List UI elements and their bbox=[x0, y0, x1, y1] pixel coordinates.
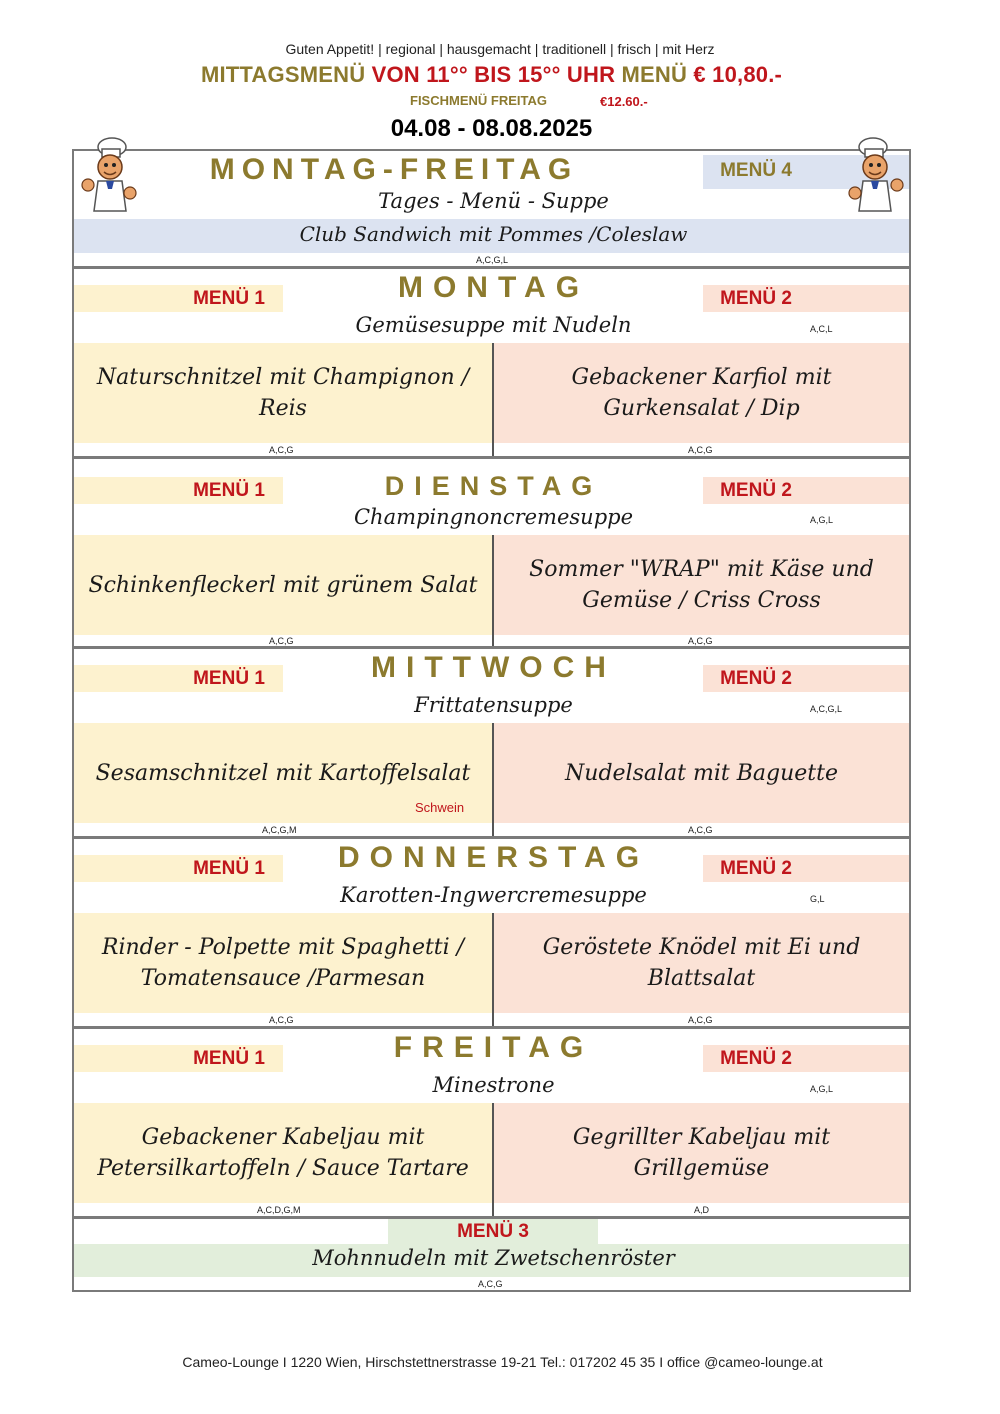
dessert-section bbox=[72, 1217, 911, 1292]
dish2: Gegrillter Kabeljau mit Grillgemüse bbox=[494, 1103, 909, 1203]
weekly-section bbox=[72, 149, 911, 268]
dish1-allergens: A,C,G bbox=[269, 1015, 294, 1025]
soup-allergens: G,L bbox=[810, 894, 825, 904]
dish1: Schinkenfleckerl mit grünem Salat bbox=[74, 535, 492, 635]
header-menu-hours: VON 11°° BIS 15°° UHR bbox=[371, 62, 616, 87]
soup-text: Champingnoncremesuppe bbox=[353, 505, 634, 529]
menu1-label: MENÜ 1 bbox=[193, 668, 265, 689]
day-section-freitag bbox=[72, 1027, 911, 1218]
dish1: Rinder - Polpette mit Spaghetti / Tomatensauce /Parmesan bbox=[74, 913, 492, 1013]
chef-mascot-left-icon bbox=[76, 135, 140, 217]
dish2: Gebackener Karfiol mit Gurkensalat / Dip bbox=[494, 343, 909, 443]
dish2-allergens: A,C,G bbox=[688, 636, 713, 646]
soup-text: Minestrone bbox=[432, 1073, 555, 1097]
menu1-label: MENÜ 1 bbox=[193, 480, 265, 501]
menu2-label: MENÜ 2 bbox=[720, 480, 792, 501]
day-section-montag bbox=[72, 267, 911, 458]
footer-contact: Cameo-Lounge I 1220 Wien, Hirschstettnerstrasse 19-21 Tel.: 017202 45 35 I office @cameo-lounge.at bbox=[182, 1354, 823, 1370]
header-fish-label: FISCHMENÜ FREITAG bbox=[410, 93, 547, 108]
soup-allergens: A,C,G,L bbox=[810, 704, 843, 714]
dish1-allergens: A,C,G,M bbox=[262, 825, 297, 835]
chef-mascot-right-icon bbox=[845, 135, 909, 217]
dessert-dish: Mohnnudeln mit Zwetschenröster bbox=[312, 1246, 675, 1270]
menu3-label: MENÜ 3 bbox=[457, 1221, 529, 1242]
soup-text: Frittatensuppe bbox=[414, 693, 573, 717]
dessert-allergens: A,C,G bbox=[478, 1279, 503, 1289]
menu1-label: MENÜ 1 bbox=[193, 858, 265, 879]
day-section-donnerstag bbox=[72, 837, 911, 1028]
dish2-allergens: A,C,G bbox=[688, 825, 713, 835]
menu1-label: MENÜ 1 bbox=[193, 288, 265, 309]
header-tagline: Guten Appetit! | regional | hausgemacht | traditionell | frisch | mit Herz bbox=[285, 41, 715, 57]
dish1-allergens: A,C,D,G,M bbox=[257, 1205, 301, 1215]
header-date-range: 04.08 - 08.08.2025 bbox=[390, 115, 593, 142]
dish2-allergens: A,C,G bbox=[688, 445, 713, 455]
dish2-allergens: A,C,G bbox=[688, 1015, 713, 1025]
dish1-note: Schwein bbox=[415, 800, 465, 815]
dish1: Sesamschnitzel mit Kartoffelsalat bbox=[74, 723, 492, 823]
dish1: Gebackener Kabeljau mit Petersilkartoffeln / Sauce Tartare bbox=[74, 1103, 492, 1203]
day-title: MONTAG bbox=[397, 271, 590, 304]
menu2-label: MENÜ 2 bbox=[720, 858, 792, 879]
dish2: Sommer "WRAP" mit Käse und Gemüse / Criss Cross bbox=[494, 535, 909, 635]
dish-divider bbox=[492, 913, 494, 1026]
dish2-allergens: A,D bbox=[694, 1205, 710, 1215]
dish1-allergens: A,C,G bbox=[269, 636, 294, 646]
header-menu-part3: MENÜ bbox=[621, 62, 688, 87]
menu2-label: MENÜ 2 bbox=[720, 668, 792, 689]
weekly-subtitle: Tages - Menü - Suppe bbox=[378, 189, 609, 213]
soup-text: Karotten-Ingwercremesuppe bbox=[340, 883, 647, 907]
day-title: FREITAG bbox=[393, 1031, 594, 1064]
weekly-menu4-label: MENÜ 4 bbox=[720, 160, 792, 181]
header-fish-price: €12.60.- bbox=[600, 94, 648, 109]
menu1-label: MENÜ 1 bbox=[193, 1048, 265, 1069]
day-section-dienstag bbox=[72, 457, 911, 648]
dish2: Nudelsalat mit Baguette bbox=[494, 723, 909, 823]
menu2-label: MENÜ 2 bbox=[720, 1048, 792, 1069]
weekly-dish: Club Sandwich mit Pommes /Coleslaw bbox=[299, 222, 688, 246]
header-menu-part1: MITTAGSMENÜ bbox=[200, 62, 366, 87]
weekly-title: MONTAG-FREITAG bbox=[209, 153, 579, 186]
day-title: DONNERSTAG bbox=[337, 841, 650, 874]
header-menu-line bbox=[0, 62, 983, 88]
header-menu-price: € 10,80.- bbox=[693, 62, 783, 87]
day-section-mittwoch bbox=[72, 647, 911, 838]
day-title: DIENSTAG bbox=[384, 471, 603, 501]
dish1: Naturschnitzel mit Champignon / Reis bbox=[74, 343, 492, 443]
soup-allergens: A,C,L bbox=[810, 324, 833, 334]
dish-divider bbox=[492, 535, 494, 646]
dish1-allergens: A,C,G bbox=[269, 445, 294, 455]
dish2: Geröstete Knödel mit Ei und Blattsalat bbox=[494, 913, 909, 1013]
soup-allergens: A,G,L bbox=[810, 515, 834, 525]
day-title: MITTWOCH bbox=[371, 651, 616, 684]
menu2-label: MENÜ 2 bbox=[720, 288, 792, 309]
dish-divider bbox=[492, 1103, 494, 1216]
dish-divider bbox=[492, 723, 494, 836]
soup-allergens: A,G,L bbox=[810, 1084, 834, 1094]
weekly-allergens: A,C,G,L bbox=[476, 255, 509, 265]
soup-text: Gemüsesuppe mit Nudeln bbox=[355, 313, 632, 337]
dish-divider bbox=[492, 343, 494, 456]
